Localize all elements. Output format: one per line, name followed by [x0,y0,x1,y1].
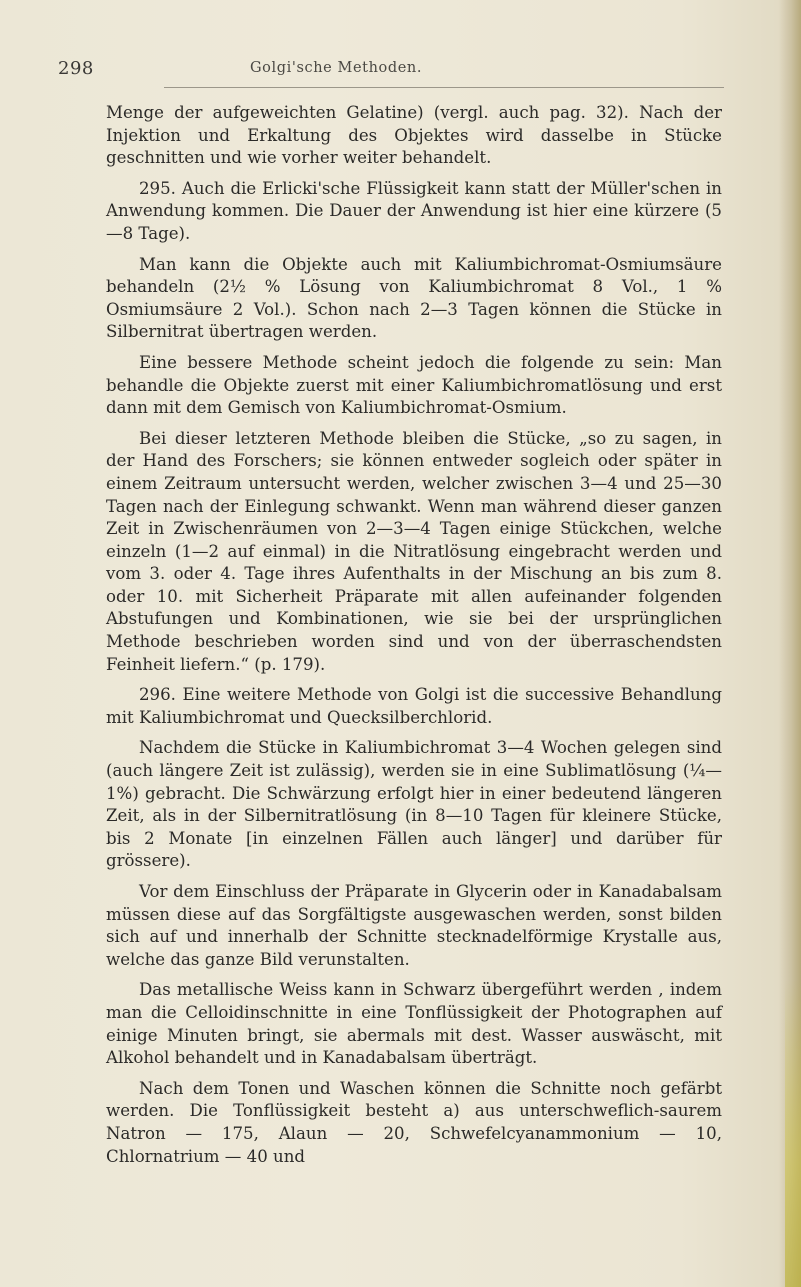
paragraph-295: 295. Auch die Erlicki'sche Flüssigkeit kann statt der Müller'schen in Anwendung kommen. Die Dauer der Anwendung ist hier eine kürzere (5—8 Tage). [106,178,722,243]
page-number: 298 [58,58,94,79]
paragraph-kaliumbichromat-osmium: Man kann die Objekte auch mit Kaliumbichromat-Osmiumsäure behandeln (2½ % Lösung von Kaliumbichromat 8 Vol., 1 % Osmiumsäure 2 Vol.). Schon nach 2—3 Tagen können die Stücke in Silbernitrat übertragen werden. [106,254,722,342]
paragraph-quote: Bei dieser letzteren Methode bleiben die Stücke, „so zu sagen, in der Hand des Forschers; sie können entweder sogleich oder später in einem Zeitraum untersucht werden, welcher zwischen 3—4 und 25—30 Tagen nach der Einlegung schwankt. Wenn man während dieser ganzen Zeit in Zwischenräumen von 2—3—4 Tagen einige Stückchen, welche einzeln (1—2 auf einmal) in die Nitratlösung eingebracht werden und vom 3. oder 4. Tage ihres Aufenthalts in der Mischung an bis zum 8. oder 10. mit Sicherheit Präparate mit allen aufeinander folgenden Abstufungen und Kombinationen, wie sie bei der ursprünglichen Methode beschrieben worden sind und von der überraschendsten Feinheit liefern.“ (p. 179). [106,428,722,674]
paragraph-einschluss: Vor dem Einschluss der Präparate in Glycerin oder in Kanadabalsam müssen diese auf das Sorgfältigste ausgewaschen werden, sonst bilden sich auf und innerhalb der Schnitte stecknadelförmige Krystalle aus, welche das ganze Bild verunstalten. [106,882,722,969]
paragraph-continuation: Menge der aufgeweichten Gelatine) (vergl. auch pag. 32). Nach der Injektion und Erkaltung des Objektes wird dasselbe in Stücke geschnitten und wie vorher weiter behandelt. [106,103,722,168]
running-title: Golgi'sche Methoden. [250,60,423,76]
paragraph-bessere-methode: Eine bessere Methode scheint jedoch die folgende zu sein: Man behandle die Objekte zuerst mit einer Kaliumbichromatlösung und erst dann mit dem Gemisch von Kaliumbichromat-Osmium. [106,352,722,418]
paragraph-sublimat: Nachdem die Stücke in Kaliumbichromat 3—4 Wochen gelegen sind (auch längere Zeit ist zulässig), werden sie in eine Sublimatlösung (¼—1%) gebracht. Die Schwärzung erfolgt hier in einer bedeutend längeren Zeit, als in der Silbernitratlösung (in 8—10 Tagen für kleinere Stücke, bis 2 Monate [in einzelnen Fällen auch länger] und darüber für grössere). [106,738,722,871]
paragraph-tonen: Nach dem Tonen und Waschen können die Schnitte noch gefärbt werden. Die Tonflüssigkeit besteht a) aus unterschweflich-saurem Natron — 175, Alaun — 20, Schwefelcyanammonium — 10, Chlornatrium — 40 und [106,1078,722,1166]
paragraph-296: 296. Eine weitere Methode von Golgi ist die successive Behandlung mit Kaliumbichromat und Quecksilberchlorid. [106,685,722,727]
paragraph-metallisches-weiss: Das metallische Weiss kann in Schwarz übergeführt werden , indem man die Celloidinschnitte in eine Tonflüssigkeit der Photographen auf einige Minuten bringt, sie abermals mit dest. Wasser auswäscht, mit Alkohol behandelt und in Kanadabalsam überträgt. [106,980,722,1068]
page-header [58,58,738,88]
body-text [106,102,722,1168]
header-rule [164,87,724,88]
page-edge-stain [785,980,801,1287]
